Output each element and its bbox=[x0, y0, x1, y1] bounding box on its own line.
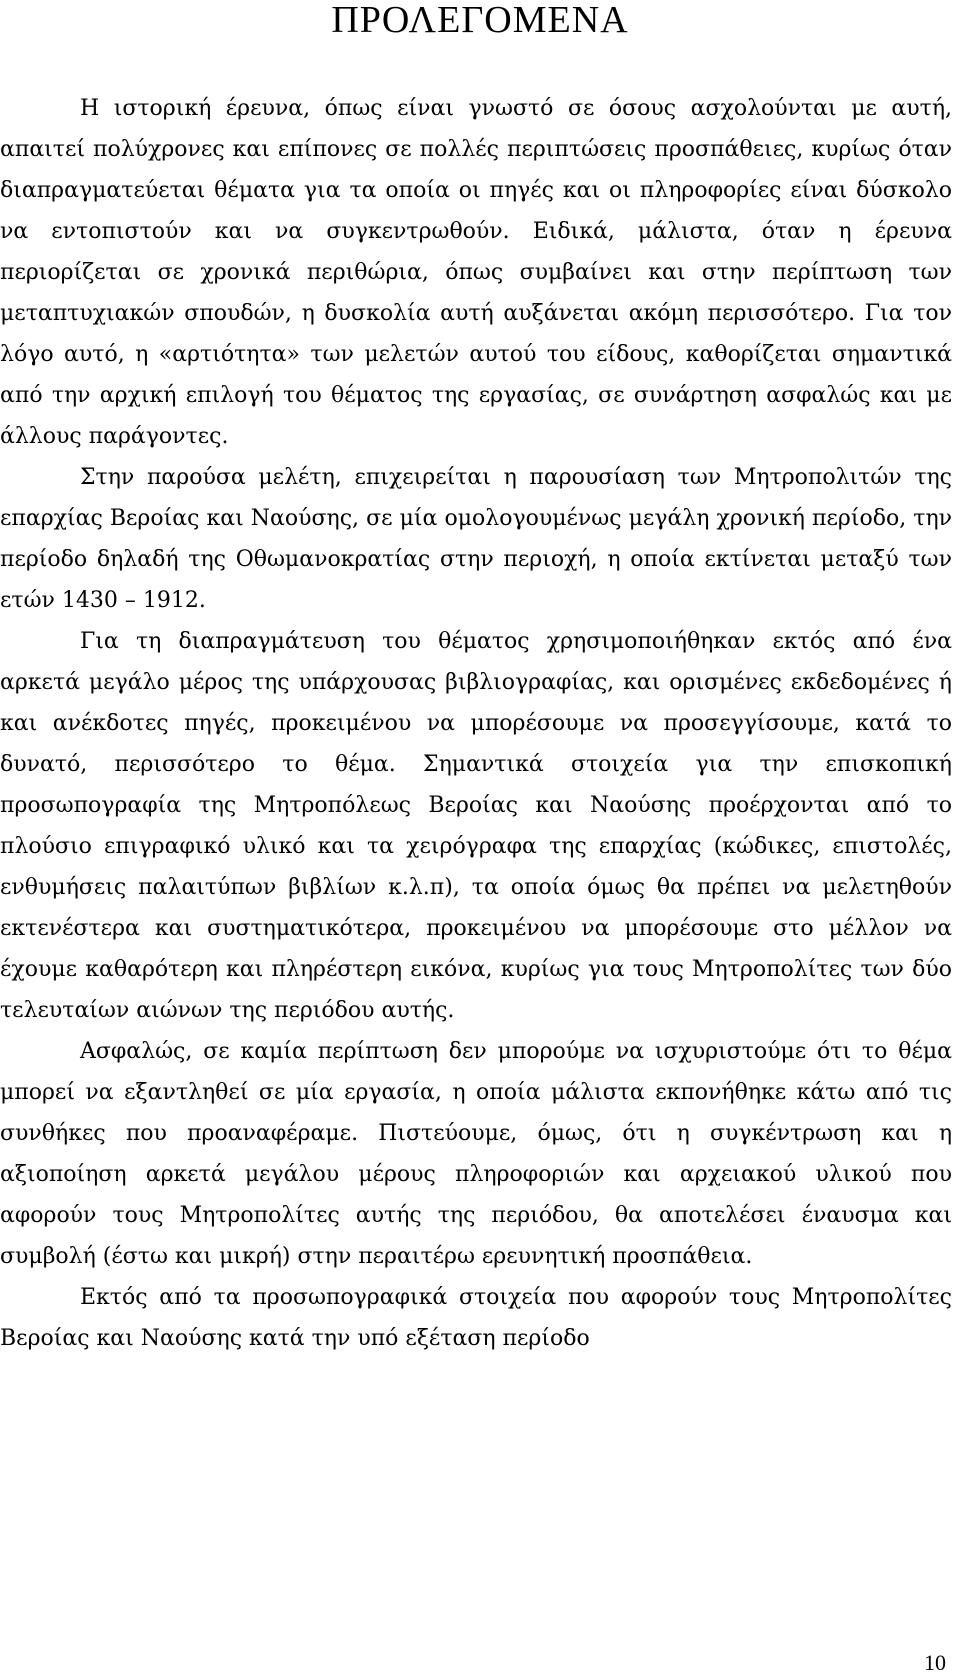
body-text bbox=[0, 88, 952, 1359]
paragraph-1: Η ιστορική έρευνα, όπως είναι γνωστό σε όσους ασχολούνται με αυτή, απαιτεί πολύχρονες και επίπονες σε πολλές περιπτώσεις προσπάθειες, κυρίως όταν διαπραγματεύεται θέματα για τα οποία οι πηγές και οι πληροφορίες είναι δύσκολο να εντοπιστούν και να συγκεντρωθούν. Ειδικά, μάλιστα, όταν η έρευνα περιορίζεται σε χρονικά περιθώρια, όπως συμβαίνει και στην περίπτωση των μεταπτυχιακών σπουδών, η δυσκολία αυτή αυξάνεται ακόμη περισσότερο. Για τον λόγο αυτό, η «αρτιότητα» των μελετών αυτού του είδους, καθορίζεται σημαντικά από την αρχική επιλογή του θέματος της εργασίας, σε συνάρτηση ασφαλώς και με άλλους παράγοντες. bbox=[0, 96, 952, 449]
page-number: 10 bbox=[924, 1650, 946, 1675]
paragraph-3: Για τη διαπραγμάτευση του θέματος χρησιμοποιήθηκαν εκτός από ένα αρκετά μεγάλο μέρος της υπάρχουσας βιβλιογραφίας, και ορισμένες εκδεδομένες ή και ανέκδοτες πηγές, προκειμένου να μπορέσουμε να προσεγγίσουμε, κατά το δυνατό, περισσότερο το θέμα. Σημαντικά στοιχεία για την επισκοπική προσωπογραφία της Μητροπόλεως Βεροίας και Ναούσης προέρχονται από το πλούσιο επιγραφικό υλικό και τα χειρόγραφα της επαρχίας (κώδικες, επιστολές, ενθυμήσεις παλαιτύπων βιβλίων κ.λ.π), τα οποία όμως θα πρέπει να μελετηθούν εκτενέστερα και συστηματικότερα, προκειμένου να μπορέσουμε στο μέλλον να έχουμε καθαρότερη και πληρέστερη εικόνα, κυρίως για τους Μητροπολίτες των δύο τελευταίων αιώνων της περιόδου αυτής. bbox=[0, 629, 952, 1023]
page-title: ΠΡΟΛΕΓΟΜΕΝΑ bbox=[331, 0, 629, 41]
paragraph-5: Εκτός από τα προσωπογραφικά στοιχεία που αφορούν τους Μητροπολίτες Βεροίας και Ναούσης κατά την υπό εξέταση περίοδο bbox=[0, 1285, 952, 1351]
paragraph-4: Ασφαλώς, σε καμία περίπτωση δεν μπορούμε να ισχυριστούμε ότι το θέμα μπορεί να εξαντληθεί σε μία εργασία, η οποία μάλιστα εκπονήθηκε κάτω από τις συνθήκες που προαναφέραμε. Πιστεύουμε, όμως, ότι η συγκέντρωση και η αξιοποίηση αρκετά μεγάλου μέρους πληροφοριών και αρχειακού υλικού που αφορούν τους Μητροπολίτες αυτής της περιόδου, θα αποτελέσει έναυσμα και συμβολή (έστω και μικρή) στην περαιτέρω ερευνητική προσπάθεια. bbox=[0, 1039, 952, 1269]
paragraph-2: Στην παρούσα μελέτη, επιχειρείται η παρουσίαση των Μητροπολιτών της επαρχίας Βεροίας και Ναούσης, σε μία ομολογουμένως μεγάλη χρονική περίοδο, την περίοδο δηλαδή της Οθωμανοκρατίας στην περιοχή, η οποία εκτίνεται μεταξύ των ετών 1430 – 1912. bbox=[0, 465, 952, 613]
